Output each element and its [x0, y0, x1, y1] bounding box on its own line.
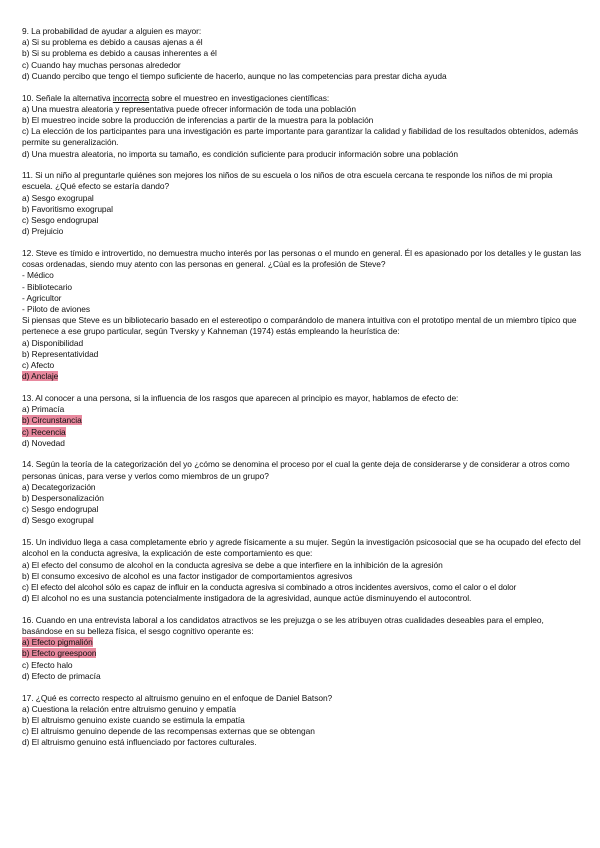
answer-option: a) Sesgo exogrupal	[22, 192, 94, 203]
answer-option: d) Novedad	[22, 437, 65, 448]
profession-item: - Piloto de aviones	[22, 303, 90, 314]
question-10	[22, 93, 582, 160]
stem-underlined-word: incorrecta	[112, 92, 150, 103]
answer-option: c) Afecto	[22, 359, 55, 370]
answer-option: b) El consumo excesivo de alcohol es una factor instigador de comportamientos agresivos	[22, 570, 353, 581]
answer-option: c) Sesgo endogrupal	[22, 215, 99, 226]
answer-option: d) Prejuicio	[22, 226, 64, 237]
question-stem	[22, 93, 582, 104]
answer-option: b) El muestreo incide sobre la producción de inferencias a partir de la muestra para la población	[22, 114, 374, 125]
stem-text: sobre el muestreo en investigaciones científicas:	[149, 92, 330, 103]
answer-option: b) El altruismo genuino existe cuando se estimula la empatía	[22, 714, 245, 725]
question-9	[22, 26, 582, 82]
highlight-mark: a) Efecto pigmalión	[22, 637, 93, 648]
question-stem: 9. La probabilidad de ayudar a alguien es mayor:	[22, 26, 202, 36]
answer-option: c) Cuando hay muchas personas alrededor	[22, 59, 181, 70]
answer-option: b) Si su problema es debido a causas inherentes a él	[22, 48, 217, 59]
profession-item: - Médico	[22, 270, 54, 281]
question-14	[22, 459, 582, 526]
answer-option: d) Efecto de primacía	[22, 670, 101, 681]
highlight-mark: d) Anclaje	[22, 371, 59, 382]
answer-option: d) Sesgo exogrupal	[22, 515, 94, 526]
question-16	[22, 615, 582, 682]
answer-option: a) Si su problema es debido a causas ajenas a él	[22, 37, 203, 48]
answer-option: a) Primacía	[22, 404, 65, 415]
answer-option: d) Cuando percibo que tengo el tiempo suficiente de hacerlo, aunque no las competencias para prestar dicha ayuda	[22, 70, 447, 81]
highlight-mark: b) Circunstancia	[22, 415, 82, 426]
highlight-mark: b) Efecto greespoon	[22, 648, 97, 659]
answer-option-highlighted	[22, 648, 582, 659]
profession-item: - Bibliotecario	[22, 281, 72, 292]
answer-option: d) El altruismo genuino está influenciado por factores culturales.	[22, 737, 257, 748]
answer-option: a) Disponibilidad	[22, 337, 84, 348]
answer-option: d) Una muestra aleatoria, no importa su tamaño, es condición suficiente para producir información sobre una población	[22, 148, 458, 159]
question-11	[22, 170, 582, 237]
question-stem: 16. Cuando en una entrevista laboral a los candidatos atractivos se les prejuzga o se les atribuyen otras cualidades deseables para el empleo, basándose en su belleza física, el sesgo cognitivo operante es:	[22, 614, 544, 637]
answer-option: b) Representatividad	[22, 348, 99, 359]
stem-text: 10. Señale la alternativa	[22, 92, 113, 103]
answer-option: b) Favoritismo exogrupal	[22, 203, 113, 214]
answer-option-highlighted	[22, 637, 582, 648]
question-stem: 12. Steve es tímido e introvertido, no demuestra mucho interés por las personas o el mundo en general. Él es apasionado por los detalles y le gustan las cosas ordenadas, siendo muy atento con las personas en general. ¿Cúal es la profesión de Steve?	[22, 247, 581, 270]
question-17	[22, 693, 582, 749]
question-stem: 17. ¿Qué es correcto respecto al altruismo genuino en el enfoque de Daniel Batson?	[22, 692, 333, 703]
answer-option-highlighted	[22, 371, 582, 382]
answer-option-highlighted	[22, 427, 582, 438]
answer-option: a) Una muestra aleatoria y representativa puede ofrecer información de toda una población	[22, 103, 357, 114]
question-13	[22, 393, 582, 449]
answer-option: a) Cuestiona la relación entre altruismo genuino y empatía	[22, 703, 237, 714]
question-15	[22, 537, 582, 604]
answer-option: d) El alcohol no es una sustancia potencialmente instigadora de la agresividad, aunque actúe disminuyendo el autocontrol.	[22, 593, 472, 604]
answer-option: c) La elección de los participantes para una investigación es parte importante para garantizar la calidad y fiabilidad de los resultados obtenidos, además permite su generalización.	[22, 126, 579, 148]
answer-option: c) Sesgo endogrupal	[22, 504, 99, 515]
answer-option: b) Despersonalización	[22, 493, 104, 504]
answer-option: c) Efecto halo	[22, 659, 73, 670]
question-12	[22, 248, 582, 382]
profession-item: - Agricultor	[22, 292, 62, 303]
exam-page	[22, 26, 582, 759]
answer-option: c) El efecto del alcohol sólo es capaz de influir en la conducta agresiva si combinado a otros incidentes aversivos, como el calor o el dolor	[22, 581, 517, 592]
question-stem: 15. Un individuo llega a casa completamente ebrio y agrede físicamente a su mujer. Según la investigación psicosocial que se ha ocupado del efecto del alcohol en la conducta agresiva, la explicación de este comportamiento es que:	[22, 537, 581, 559]
question-stem: 13. Al conocer a una persona, si la influencia de los rasgos que aparecen al principio es mayor, hablamos de efecto de:	[22, 392, 459, 403]
answer-option: c) El altruismo genuino depende de las recompensas externas que se obtengan	[22, 726, 315, 737]
answer-option: a) El efecto del consumo de alcohol en la conducta agresiva se debe a que interfiere en la inhibición de la agresión	[22, 559, 443, 570]
answer-option-highlighted	[22, 415, 582, 426]
question-followup: Si piensas que Steve es un bibliotecario basado en el estereotipo o comparándolo de manera intuitiva con el prototipo mental de un miembro típico que pertenece a ese grupo particular, según Tversky y Kahneman (1974) estás empleando la heurística de:	[22, 315, 577, 337]
question-stem: 11. Si un niño al preguntarle quiénes son mejores los niños de su escuela o los niños de otra escuela cercana te responde los niños de mi propia escuela. ¿Qué efecto se estaría dando?	[22, 170, 553, 192]
highlight-mark: c) Recencia	[22, 426, 66, 437]
answer-option: a) Decategorización	[22, 481, 96, 492]
question-stem: 14. Según la teoría de la categorización del yo ¿cómo se denomina el proceso por el cual la gente deja de considerarse y de considerar a otros como personas únicas, para verse y verlos como miembros de un grupo?	[22, 459, 570, 481]
